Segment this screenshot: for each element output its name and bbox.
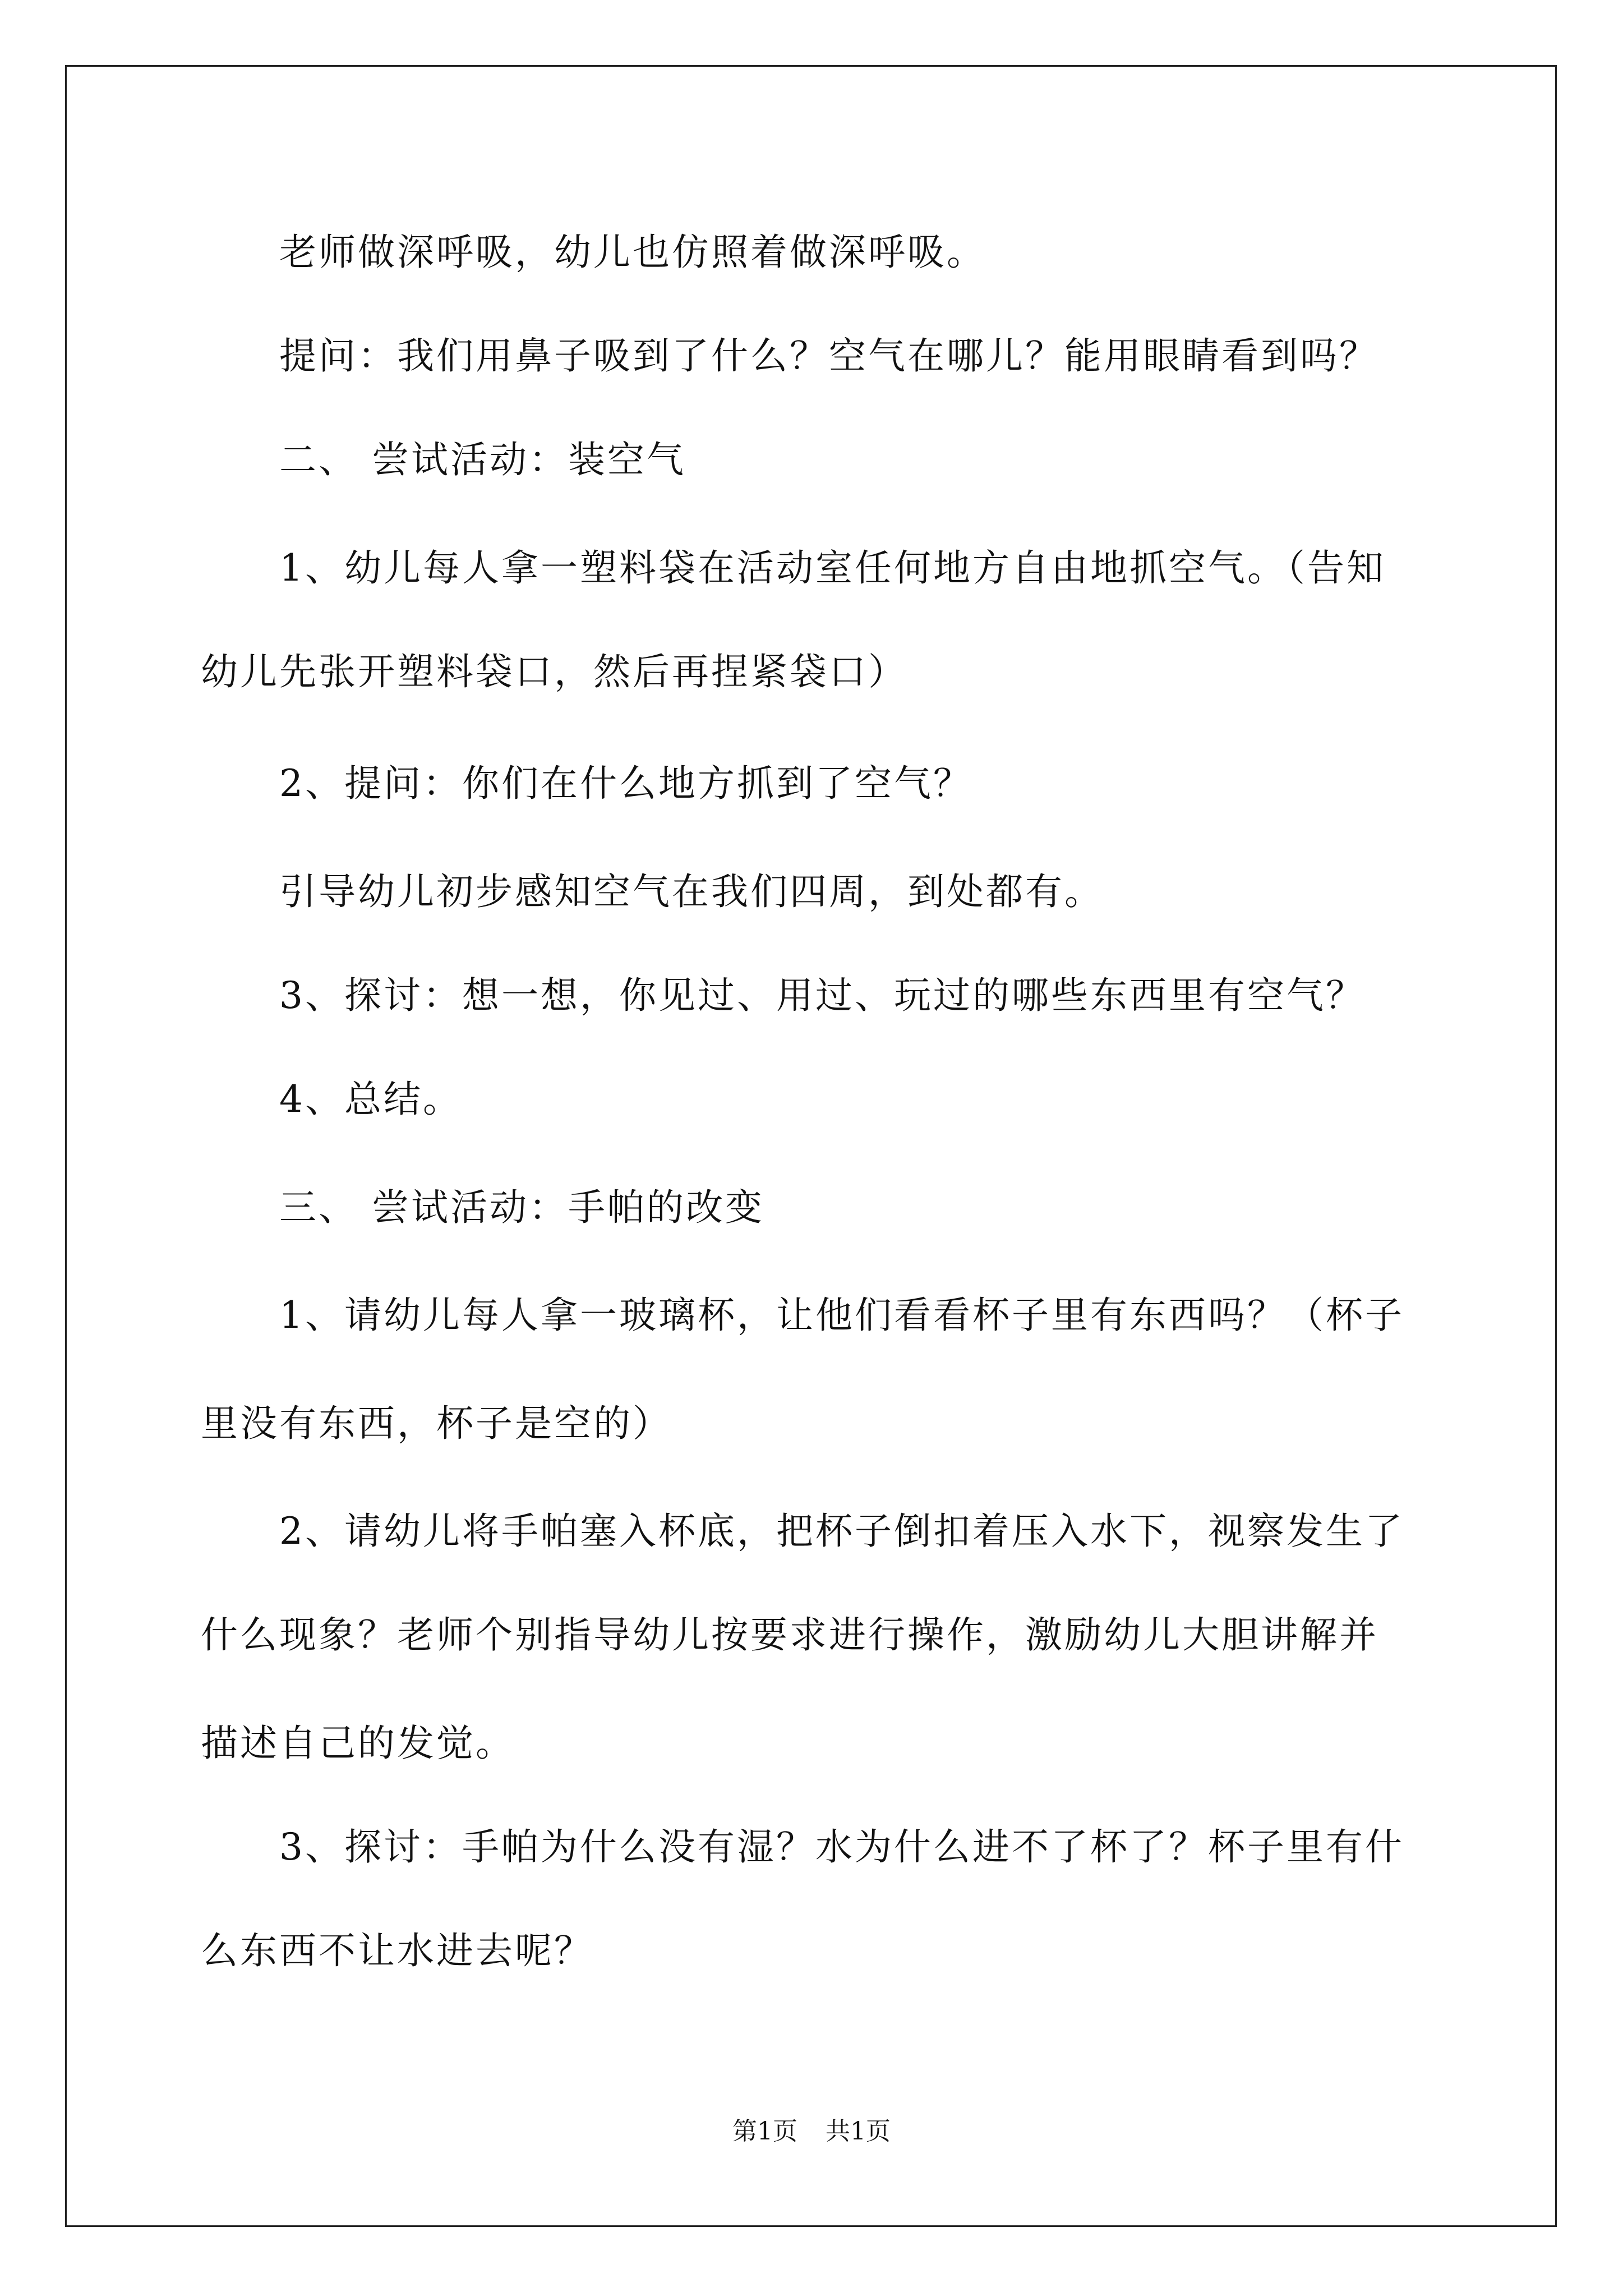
paragraph-line: 3、探讨：手帕为什么没有湿？水为什么进不了杯了？杯子里有什 [279, 1825, 1404, 1869]
paragraph-line: 2、提问：你们在什么地方抓到了空气？ [279, 762, 972, 805]
paragraph-line: 幼儿先张开塑料袋口，然后再捏紧袋口） [201, 650, 907, 693]
paragraph-line: 1、幼儿每人拿一塑料袋在活动室任何地方自由地抓空气。（告知 [279, 546, 1386, 590]
paragraph-line: 老师做深呼吸，幼儿也仿照着做深呼吸。 [279, 231, 986, 274]
paragraph-line: 4、总结。 [279, 1078, 462, 1121]
paragraph-line: 2、请幼儿将手帕塞入杯底，把杯子倒扣着压入水下，视察发生了 [279, 1510, 1404, 1553]
page-total: 共1页 [826, 2117, 891, 2146]
section-heading: 三、 尝试活动：手帕的改变 [279, 1186, 764, 1229]
paragraph-line: 什么现象？老师个别指导幼儿按要求进行操作，激励幼儿大胆讲解并 [201, 1613, 1378, 1657]
paragraph-line: 里没有东西，杯子是空的） [201, 1402, 672, 1445]
document-body [201, 0, 1423, 2296]
page-number: 第1页 [732, 2117, 797, 2146]
section-heading: 二、 尝试活动：装空气 [279, 438, 686, 481]
paragraph-line: 提问：我们用鼻子吸到了什么？空气在哪儿？能用眼睛看到吗？ [279, 334, 1378, 378]
paragraph-line: 1、请幼儿每人拿一玻璃杯，让他们看看杯子里有东西吗？（杯子 [279, 1294, 1404, 1337]
paragraph-line: 引导幼儿初步感知空气在我们四周，到处都有。 [279, 870, 1104, 913]
paragraph-line: 么东西不让水进去呢？ [201, 1929, 593, 1972]
page-footer [0, 2115, 1623, 2148]
paragraph-line: 描述自己的发觉。 [201, 1722, 515, 1765]
paragraph-line: 3、探讨：想一想，你见过、用过、玩过的哪些东西里有空气？ [279, 974, 1365, 1017]
